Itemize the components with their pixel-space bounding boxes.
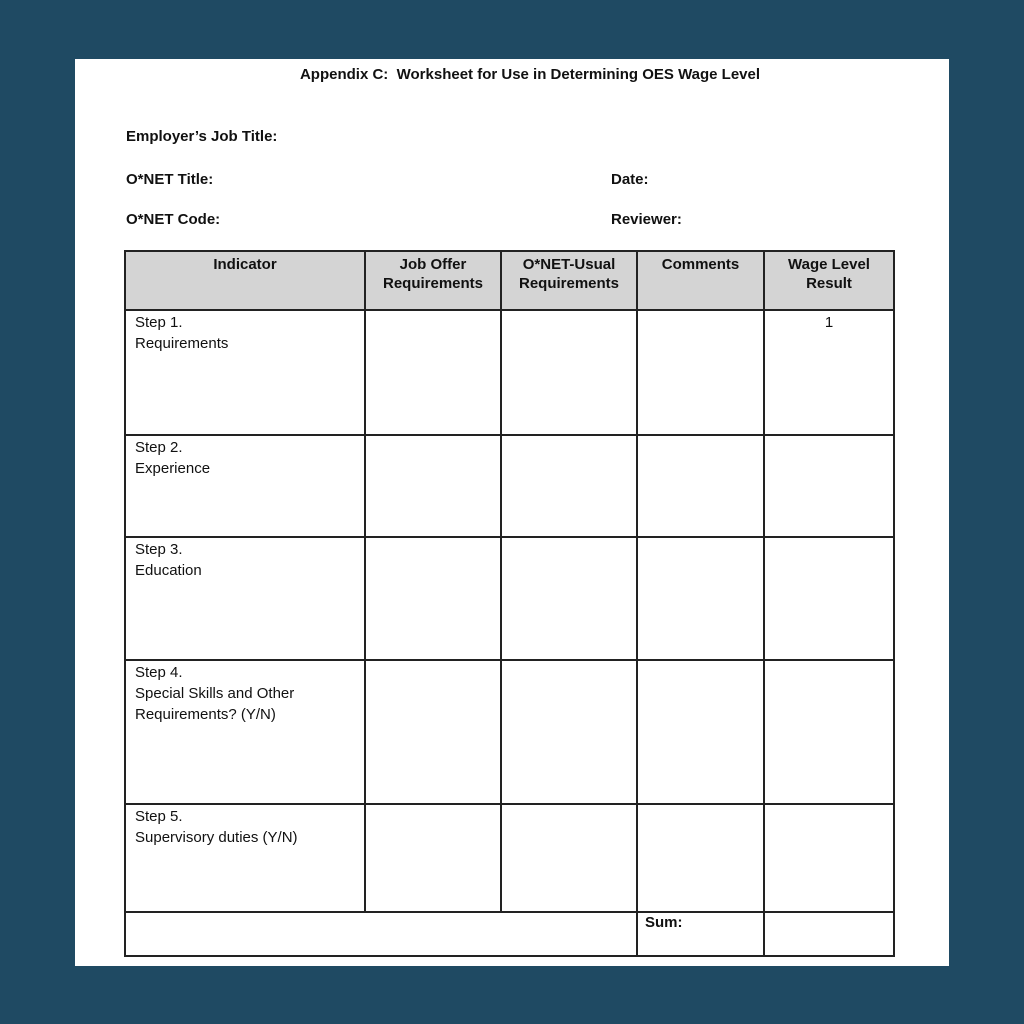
wage-level-result-cell[interactable] — [764, 435, 894, 537]
header-comments: Comments — [637, 251, 764, 310]
wage-level-table — [124, 250, 895, 957]
indicator-cell — [125, 537, 365, 660]
job-offer-cell[interactable] — [365, 537, 501, 660]
step-label: Special Skills and Other — [135, 685, 295, 702]
date-label: Date: — [611, 171, 649, 188]
step-label: Education — [135, 562, 202, 579]
reviewer-label: Reviewer: — [611, 211, 682, 228]
sum-row-blank — [125, 912, 637, 956]
header-job-offer-requirements: Job Offer Requirements — [365, 251, 501, 310]
job-offer-cell[interactable] — [365, 660, 501, 804]
indicator-cell — [125, 435, 365, 537]
wage-level-result-cell[interactable] — [764, 537, 894, 660]
table-row — [125, 310, 894, 435]
comments-cell[interactable] — [637, 660, 764, 804]
sum-row — [125, 912, 894, 956]
sum-value-cell[interactable] — [764, 912, 894, 956]
table-row — [125, 435, 894, 537]
page-title: Appendix C: Worksheet for Use in Determining OES Wage Level — [299, 66, 761, 83]
onet-usual-cell[interactable] — [501, 804, 637, 912]
table-row — [125, 537, 894, 660]
header-onet-usual-requirements: O*NET-Usual Requirements — [501, 251, 637, 310]
header-indicator: Indicator — [125, 251, 365, 310]
comments-cell[interactable] — [637, 435, 764, 537]
onet-code-label: O*NET Code: — [126, 211, 221, 228]
onet-usual-cell[interactable] — [501, 435, 637, 537]
step-number: Step 4. — [135, 664, 183, 681]
onet-usual-cell[interactable] — [501, 660, 637, 804]
worksheet-page — [75, 59, 949, 966]
sum-label: Sum: — [637, 912, 764, 956]
indicator-cell — [125, 804, 365, 912]
comments-cell[interactable] — [637, 537, 764, 660]
step-label: Experience — [135, 460, 211, 477]
step-label-line-2: Requirements? (Y/N) — [135, 706, 276, 723]
table-row — [125, 660, 894, 804]
wage-level-result-cell[interactable] — [764, 804, 894, 912]
indicator-cell — [125, 310, 365, 435]
onet-title-label: O*NET Title: — [126, 171, 214, 188]
job-offer-cell[interactable] — [365, 804, 501, 912]
step-number: Step 3. — [135, 541, 183, 558]
onet-usual-cell[interactable] — [501, 537, 637, 660]
onet-usual-cell[interactable] — [501, 310, 637, 435]
job-offer-cell[interactable] — [365, 310, 501, 435]
table-row — [125, 804, 894, 912]
step-number: Step 2. — [135, 439, 183, 456]
job-offer-cell[interactable] — [365, 435, 501, 537]
step-number: Step 1. — [135, 314, 183, 331]
table-header-row — [125, 251, 894, 310]
employer-job-title-label: Employer’s Job Title: — [126, 128, 278, 145]
header-wage-level-result: Wage Level Result — [764, 251, 894, 310]
step-label: Supervisory duties (Y/N) — [135, 829, 298, 846]
indicator-cell — [125, 660, 365, 804]
wage-level-result-cell[interactable]: 1 — [764, 310, 894, 435]
step-label: Requirements — [135, 335, 229, 352]
wage-level-result-cell[interactable] — [764, 660, 894, 804]
comments-cell[interactable] — [637, 804, 764, 912]
comments-cell[interactable] — [637, 310, 764, 435]
step-number: Step 5. — [135, 808, 183, 825]
